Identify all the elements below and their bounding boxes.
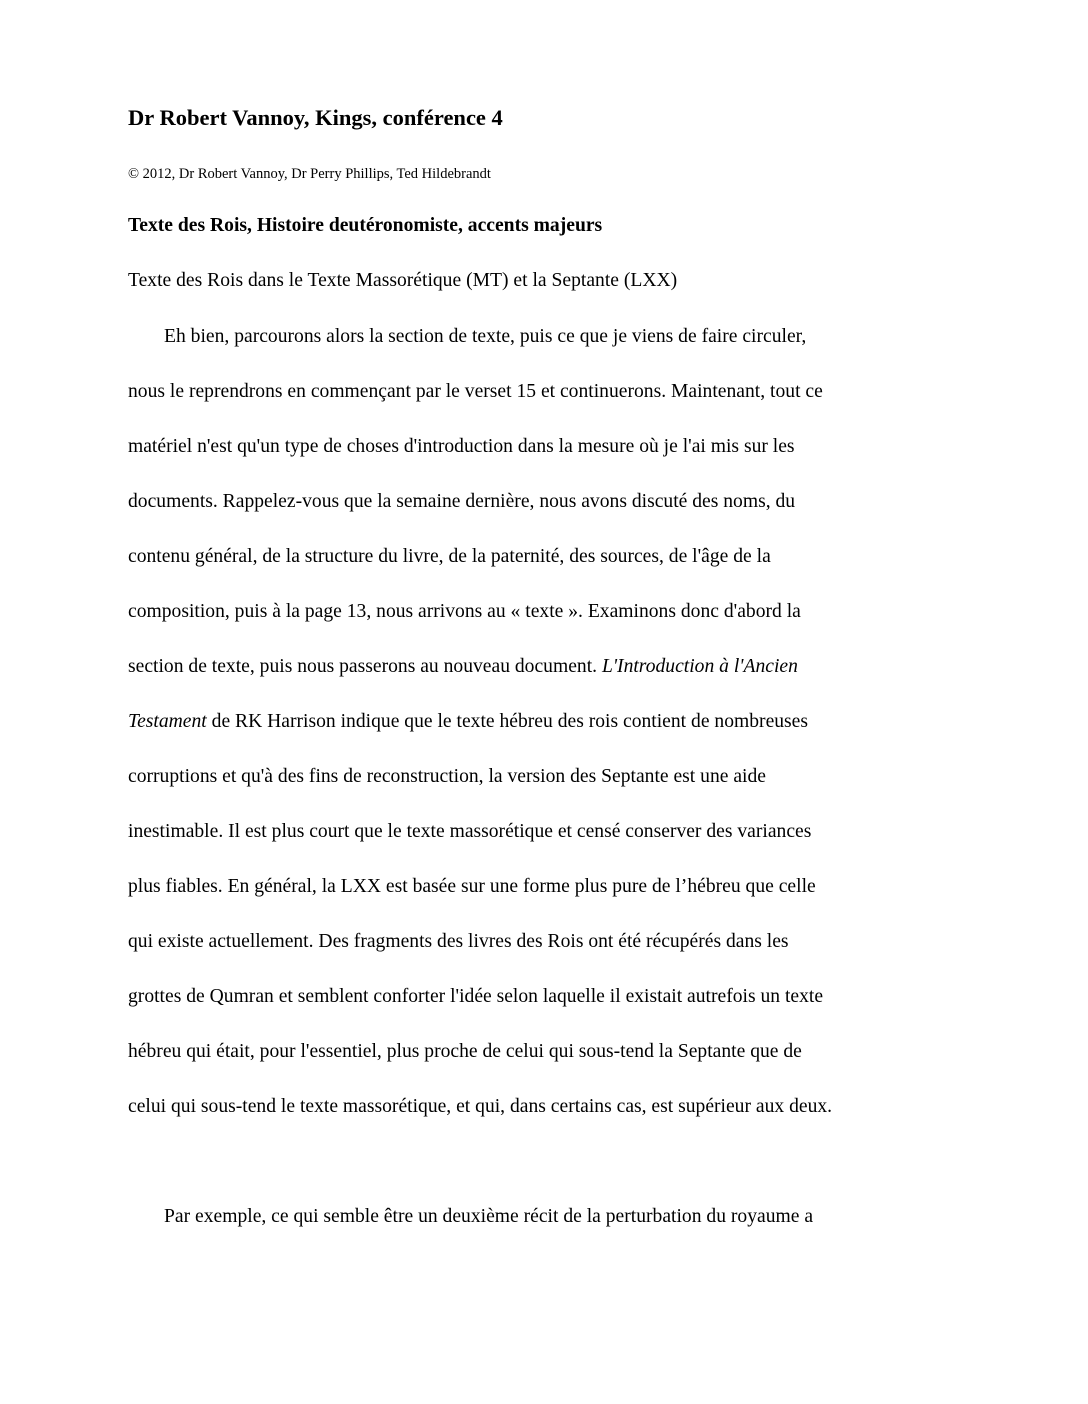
section-heading: Texte des Rois, Histoire deutéronomiste, accents majeurs (128, 215, 603, 236)
paragraph-line (128, 708, 808, 736)
subheading: Texte des Rois dans le Texte Massorétique (MT) et la Septante (LXX) (128, 270, 678, 291)
paragraph-line: matériel n'est qu'un type de choses d'introduction dans la mesure où je l'ai mis sur les (128, 436, 795, 457)
paragraph-line: Par exemple, ce qui semble être un deuxième récit de la perturbation du royaume a (164, 1206, 814, 1227)
paragraph-line: Eh bien, parcourons alors la section de texte, puis ce que je viens de faire circuler, (164, 326, 807, 347)
book-title-italic: Testament (128, 711, 207, 732)
text-run: de RK Harrison indique que le texte hébreu des rois contient de nombreuses (206, 711, 809, 732)
paragraph-line: qui existe actuellement. Des fragments des livres des Rois ont été récupérés dans les (128, 931, 789, 952)
paragraph-line: plus fiables. En général, la LXX est basée sur une forme plus pure de l’hébreu que celle (128, 876, 816, 897)
paragraph-line: hébreu qui était, pour l'essentiel, plus proche de celui qui sous-tend la Septante que de (128, 1041, 802, 1062)
text-run: section de texte, puis nous passerons au nouveau document. (128, 656, 602, 677)
paragraph-line: inestimable. Il est plus court que le texte massorétique et censé conserver des variances (128, 821, 812, 842)
paragraph-line: grottes de Qumran et semblent conforter l'idée selon laquelle il existait autrefois un texte (128, 986, 824, 1007)
paragraph-line (128, 653, 798, 681)
copyright-notice: © 2012, Dr Robert Vannoy, Dr Perry Phillips, Ted Hildebrandt (128, 166, 491, 182)
paragraph-line: nous le reprendrons en commençant par le verset 15 et continuerons. Maintenant, tout ce (128, 381, 823, 402)
paragraph-line: documents. Rappelez-vous que la semaine dernière, nous avons discuté des noms, du (128, 491, 796, 512)
document-title: Dr Robert Vannoy, Kings, conférence 4 (128, 105, 503, 130)
book-title-italic: L'Introduction à l'Ancien (601, 656, 798, 677)
paragraph-line: composition, puis à la page 13, nous arrivons au « texte ». Examinons donc d'abord la (128, 601, 801, 622)
paragraph-line: corruptions et qu'à des fins de reconstruction, la version des Septante est une aide (128, 766, 766, 787)
paragraph-line: celui qui sous-tend le texte massorétique, et qui, dans certains cas, est supérieur aux deux. (128, 1096, 833, 1117)
paragraph-line: contenu général, de la structure du livre, de la paternité, des sources, de l'âge de la (128, 546, 771, 567)
